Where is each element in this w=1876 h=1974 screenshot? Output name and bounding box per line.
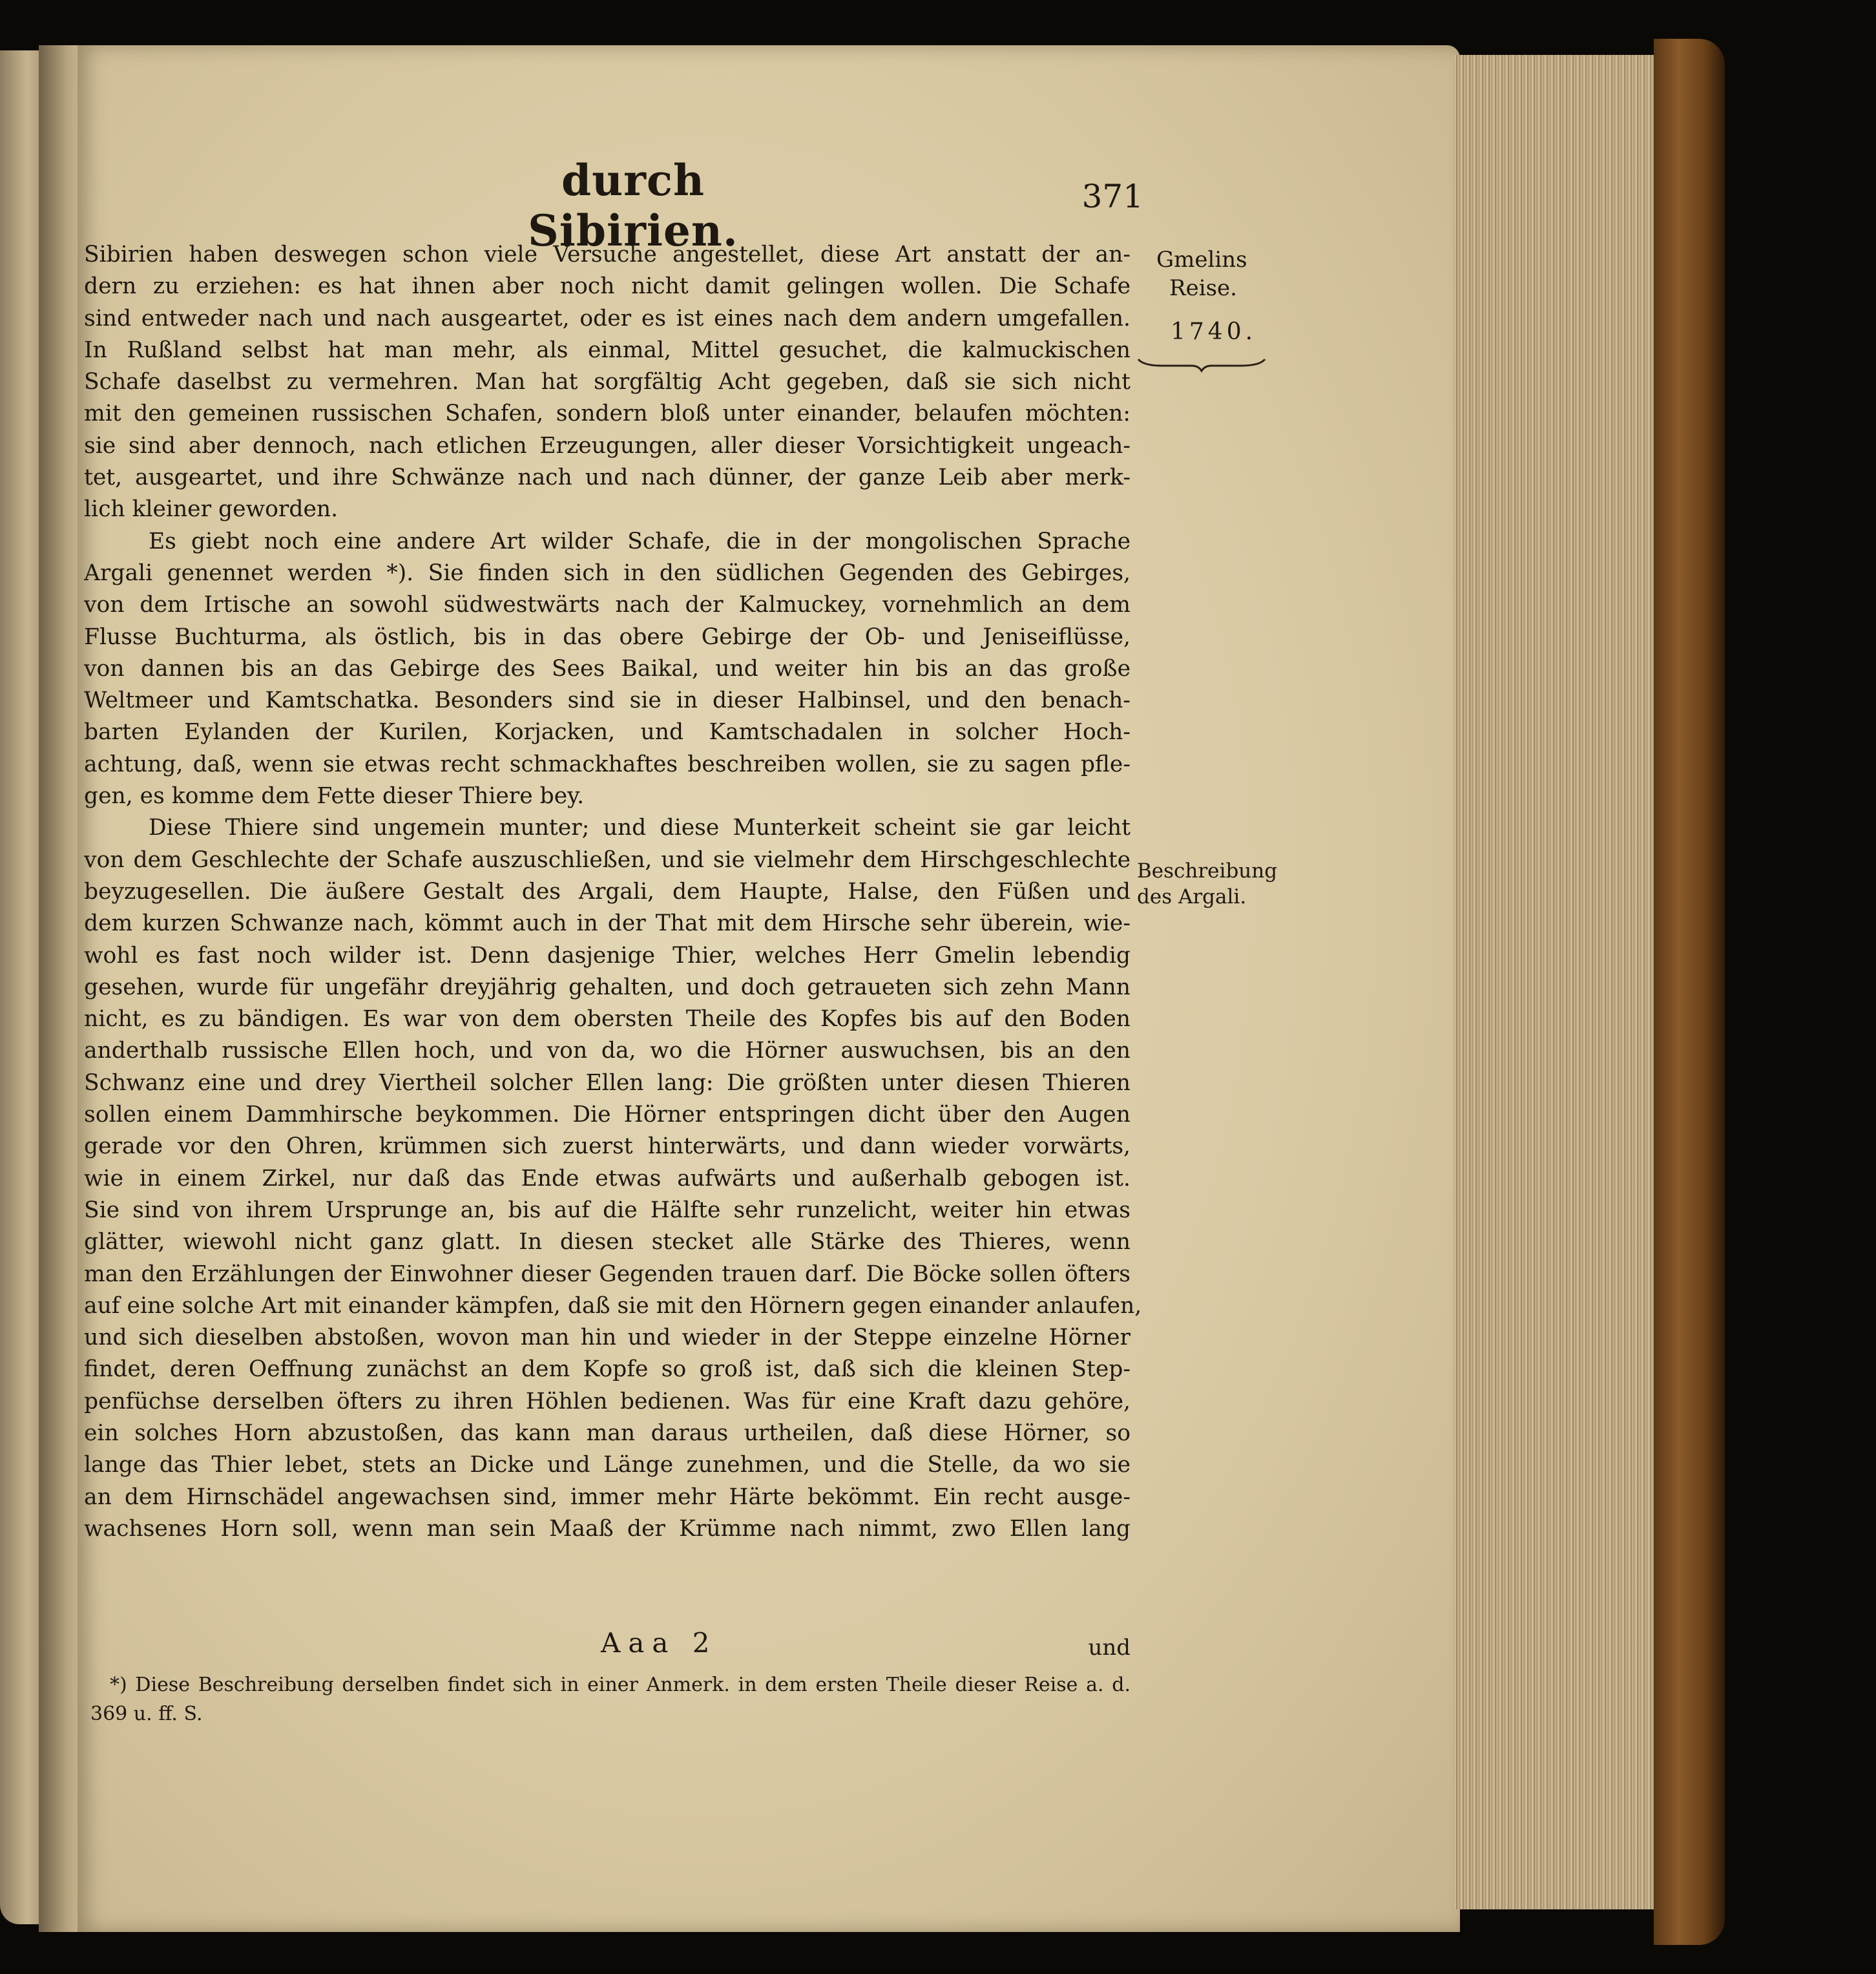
text-line: man den Erzählungen der Einwohner dieser Gegenden trauen darf. Die Böcke sollen öfters xyxy=(84,1261,1131,1287)
text-line: findet, deren Oeffnung zunächst an dem Kopfe so groß ist, daß sich die kleinen Step- xyxy=(84,1356,1131,1383)
margin-brace-ornament xyxy=(1137,354,1266,373)
text-line: beyzugesellen. Die äußere Gestalt des Argali, dem Haupte, Halse, den Füßen und xyxy=(84,878,1131,905)
text-line: gesehen, wurde für ungefähr dreyjährig gehalten, und doch getraueten sich zehn Mann xyxy=(84,974,1131,1000)
margin-note-argali-line1: Beschreibung xyxy=(1137,859,1278,883)
text-line: nicht, es zu bändigen. Es war von dem obersten Theile des Kopfes bis auf den Boden xyxy=(84,1006,1131,1033)
margin-note-gmelin xyxy=(1156,246,1286,302)
text-line: Diese Thiere sind ungemein munter; und diese Munterkeit scheint sie gar leicht xyxy=(149,815,1131,841)
text-line: an dem Hirnschädel angewachsen sind, immer mehr Härte bekömmt. Ein recht ausge- xyxy=(84,1484,1131,1510)
margin-note-argali-line2: des Argali. xyxy=(1137,885,1247,908)
text-line: gerade vor den Ohren, krümmen sich zuerst hinterwärts, und dann wieder vorwärts, xyxy=(84,1133,1131,1160)
text-line: von dannen bis an das Gebirge des Sees Baikal, und weiter hin bis an das große xyxy=(84,655,1131,682)
running-title: durch Sibirien. xyxy=(528,155,738,256)
footnote-line: 369 u. ff. S. xyxy=(90,1703,203,1725)
page-block-edges xyxy=(1454,55,1660,1909)
margin-note-gmelin-line1: Gmelins xyxy=(1156,247,1247,273)
text-line: Schwanz eine und drey Viertheil solcher Ellen lang: Die größten unter diesen Thieren xyxy=(84,1069,1131,1096)
text-line: gen, es komme dem Fette dieser Thiere bey. xyxy=(84,783,585,810)
text-line: penfüchse derselben öfters zu ihren Höhlen bedienen. Was für eine Kraft dazu gehöre, xyxy=(84,1388,1131,1414)
page-number: 371 xyxy=(1081,178,1143,215)
margin-note-gmelin-line2: Reise. xyxy=(1169,275,1237,301)
text-line: barten Eylanden der Kurilen, Korjacken, und Kamtschadalen in solcher Hoch- xyxy=(84,719,1131,746)
text-line: von dem Irtische an sowohl südwestwärts nach der Kalmuckey, vornehmlich an dem xyxy=(84,592,1131,618)
text-line: auf eine solche Art mit einander kämpfen, daß sie mit den Hörnern gegen einander anlaufen, xyxy=(84,1292,1142,1319)
text-line: von dem Geschlechte der Schafe auszuschließen, und sie vielmehr dem Hirschgeschlechte xyxy=(84,846,1131,873)
text-line: dem kurzen Schwanze nach, kömmt auch in der That mit dem Hirsche sehr überein, wie- xyxy=(84,910,1131,937)
text-line: sollen einem Dammhirsche beykommen. Die Hörner entspringen dicht über den Augen xyxy=(84,1102,1131,1128)
text-line: Sie sind von ihrem Ursprunge an, bis auf die Hälfte sehr runzelicht, weiter hin etwas xyxy=(84,1197,1131,1223)
text-line: Sibirien haben deswegen schon viele Versuche angestellet, diese Art anstatt der an- xyxy=(84,242,1131,268)
text-line: ein solches Horn abzustoßen, das kann man daraus urtheilen, daß diese Hörner, so xyxy=(84,1420,1131,1446)
text-line: sind entweder nach und nach ausgeartet, oder es ist eines nach dem andern umgefallen. xyxy=(84,305,1131,331)
text-line: mit den gemeinen russischen Schafen, sondern bloß unter einander, belaufen möchten: xyxy=(84,401,1131,427)
text-line: glätter, wiewohl nicht ganz glatt. In diesen stecket alle Stärke des Thieres, wenn xyxy=(84,1229,1131,1255)
text-line: wachsenes Horn soll, wenn man sein Maaß der Krümme nach nimmt, zwo Ellen lang xyxy=(84,1515,1131,1542)
text-line: tet, ausgeartet, und ihre Schwänze nach und nach dünner, der ganze Leib aber merk- xyxy=(84,465,1131,491)
text-line: Weltmeer und Kamtschatka. Besonders sind sie in dieser Halbinsel, und den benach- xyxy=(84,688,1131,714)
text-line: wohl es fast noch wilder ist. Denn dasjenige Thier, welches Herr Gmelin lebendig xyxy=(84,942,1131,969)
text-line: Schafe daselbst zu vermehren. Man hat sorgfältig Acht gegeben, daß sie sich nicht xyxy=(84,369,1131,395)
text-line: und sich dieselben abstoßen, wovon man hin und wieder in der Steppe einzelne Hörner xyxy=(84,1325,1131,1351)
catchword: und xyxy=(1088,1635,1131,1661)
text-line: lich kleiner geworden. xyxy=(84,496,339,523)
text-line: achtung, daß, wenn sie etwas recht schmackhaftes beschreiben wollen, sie zu sagen pfle- xyxy=(84,751,1131,777)
text-line: anderthalb russische Ellen hoch, und von da, wo die Hörner auswuchsen, bis an den xyxy=(84,1038,1131,1064)
margin-note-year: 1740. xyxy=(1171,319,1257,345)
text-line: Es giebt noch eine andere Art wilder Schafe, die in der mongolischen Sprache xyxy=(149,528,1131,554)
text-line: In Rußland selbst hat man mehr, als einmal, Mittel gesuchet, die kalmuckischen xyxy=(84,337,1131,363)
signature-mark: Aaa 2 xyxy=(601,1627,718,1659)
footnote-line: *) Diese Beschreibung derselben findet sich in einer Anmerk. in dem ersten Theile dieser Reise a. d. xyxy=(110,1674,1131,1696)
text-line: Flusse Buchturma, als östlich, bis in das obere Gebirge der Ob- und Jeniseiflüsse, xyxy=(84,624,1131,650)
margin-note-argali xyxy=(1137,858,1279,910)
footnote xyxy=(90,1670,1131,1728)
text-line: wie in einem Zirkel, nur daß das Ende etwas aufwärts und außerhalb gebogen ist. xyxy=(84,1165,1131,1192)
body-text xyxy=(84,239,1142,1545)
text-line: lange das Thier lebet, stets an Dicke und Länge zunehmen, und die Stelle, da wo sie xyxy=(84,1452,1131,1478)
leather-cover-edge xyxy=(1654,39,1725,1945)
text-line: sie sind aber dennoch, nach etlichen Erzeugungen, aller dieser Vorsichtigkeit ungeach- xyxy=(84,432,1131,459)
text-line: Argali genennet werden *). Sie finden sich in den südlichen Gegenden des Gebirges, xyxy=(84,560,1131,586)
text-line: dern zu erziehen: es hat ihnen aber noch nicht damit gelingen wollen. Die Schafe xyxy=(84,273,1131,300)
